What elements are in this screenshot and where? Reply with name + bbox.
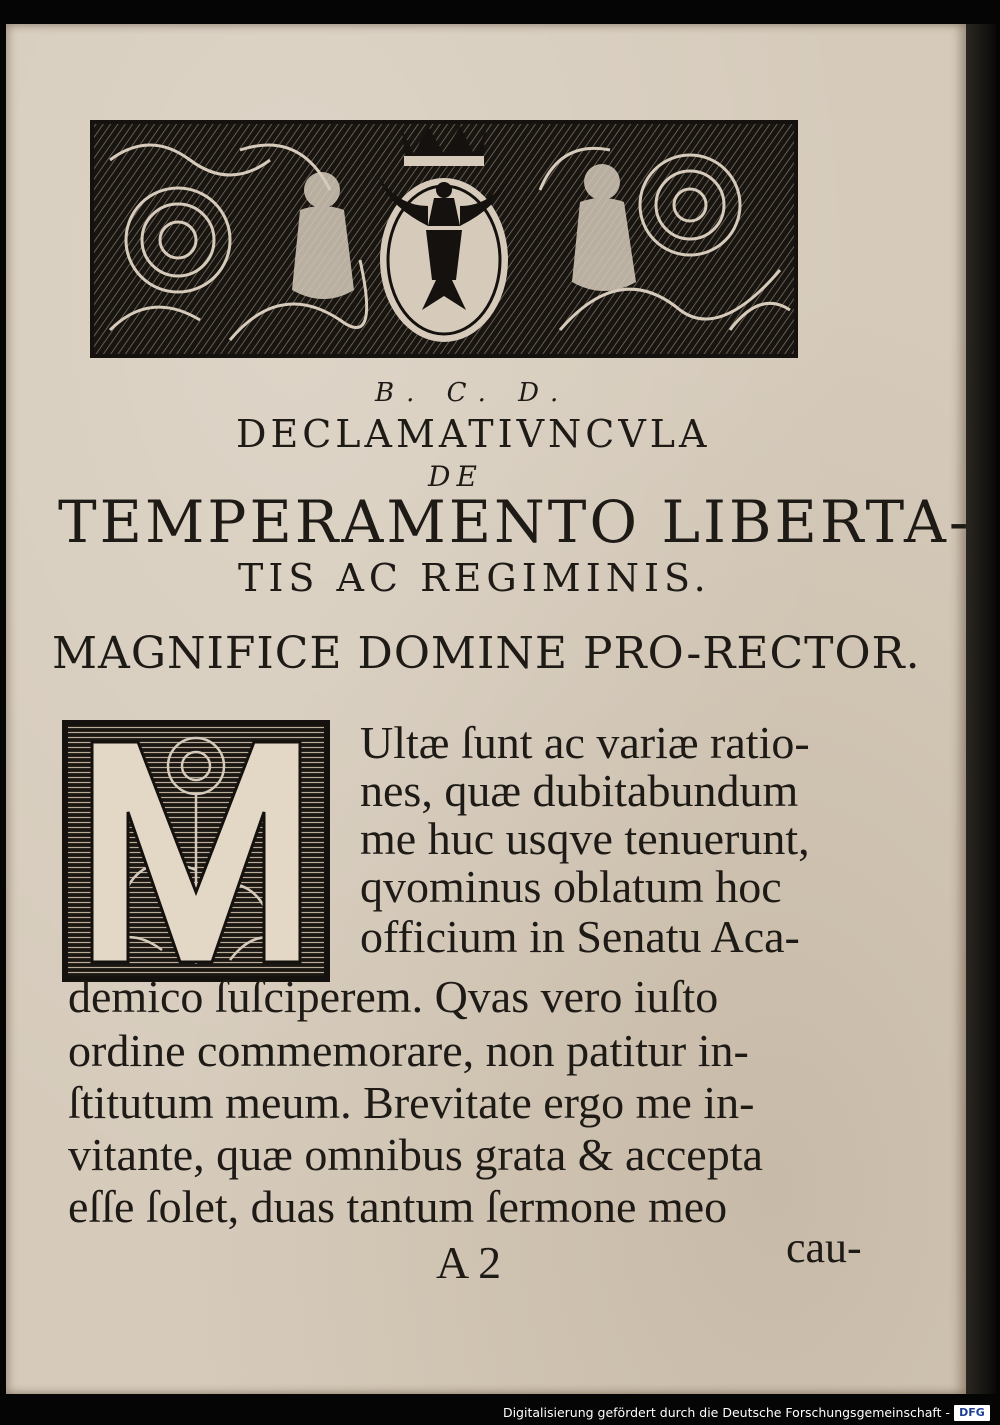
heading-preposition: DE — [428, 460, 483, 493]
signature-mark: A 2 — [436, 1237, 502, 1288]
page-edge — [966, 24, 996, 1394]
text-line: eſſe ſolet, duas tantum ſermone meo — [68, 1181, 728, 1232]
dfg-logo-icon: DFG — [954, 1405, 990, 1421]
text-line: ordine commemorare, non patitur in- — [68, 1025, 749, 1076]
title-line-1: TEMPERAMENTO LIBERTA- — [58, 488, 972, 556]
salutation: MAGNIFICE DOMINE PRO-RECTOR. — [52, 628, 921, 679]
footer-credit-text: Digitalisierung gefördert durch die Deutsche Forschungsgemeinschaft - — [502, 1405, 950, 1420]
abbreviation-initials: B. C. D. — [375, 378, 571, 408]
declamation-heading: DECLAMATIVNCVLA — [236, 412, 711, 456]
text-line: officium in Senatu Aca- — [360, 911, 800, 962]
text-line: vitante, quæ omnibus grata & accepta — [68, 1129, 763, 1180]
text-line: qvominus oblatum hoc — [360, 861, 782, 912]
text-line: me huc usqve tenuerunt, — [360, 813, 810, 864]
ornamental-headpiece-icon — [90, 90, 798, 358]
text-line: nes, quæ dubitabundum — [360, 765, 799, 816]
decorated-initial-icon — [62, 720, 330, 982]
catchword: cau- — [786, 1223, 862, 1272]
text-line: ſtitutum meum. Brevitate ergo me in- — [68, 1077, 755, 1128]
title-line-2: TIS AC REGIMINIS. — [238, 556, 711, 600]
text-line: Ultæ ſunt ac variæ ratio- — [360, 717, 810, 768]
digitization-footer — [0, 1402, 1000, 1425]
text-line: demico ſuſciperem. Qvas vero iuſto — [68, 971, 719, 1022]
